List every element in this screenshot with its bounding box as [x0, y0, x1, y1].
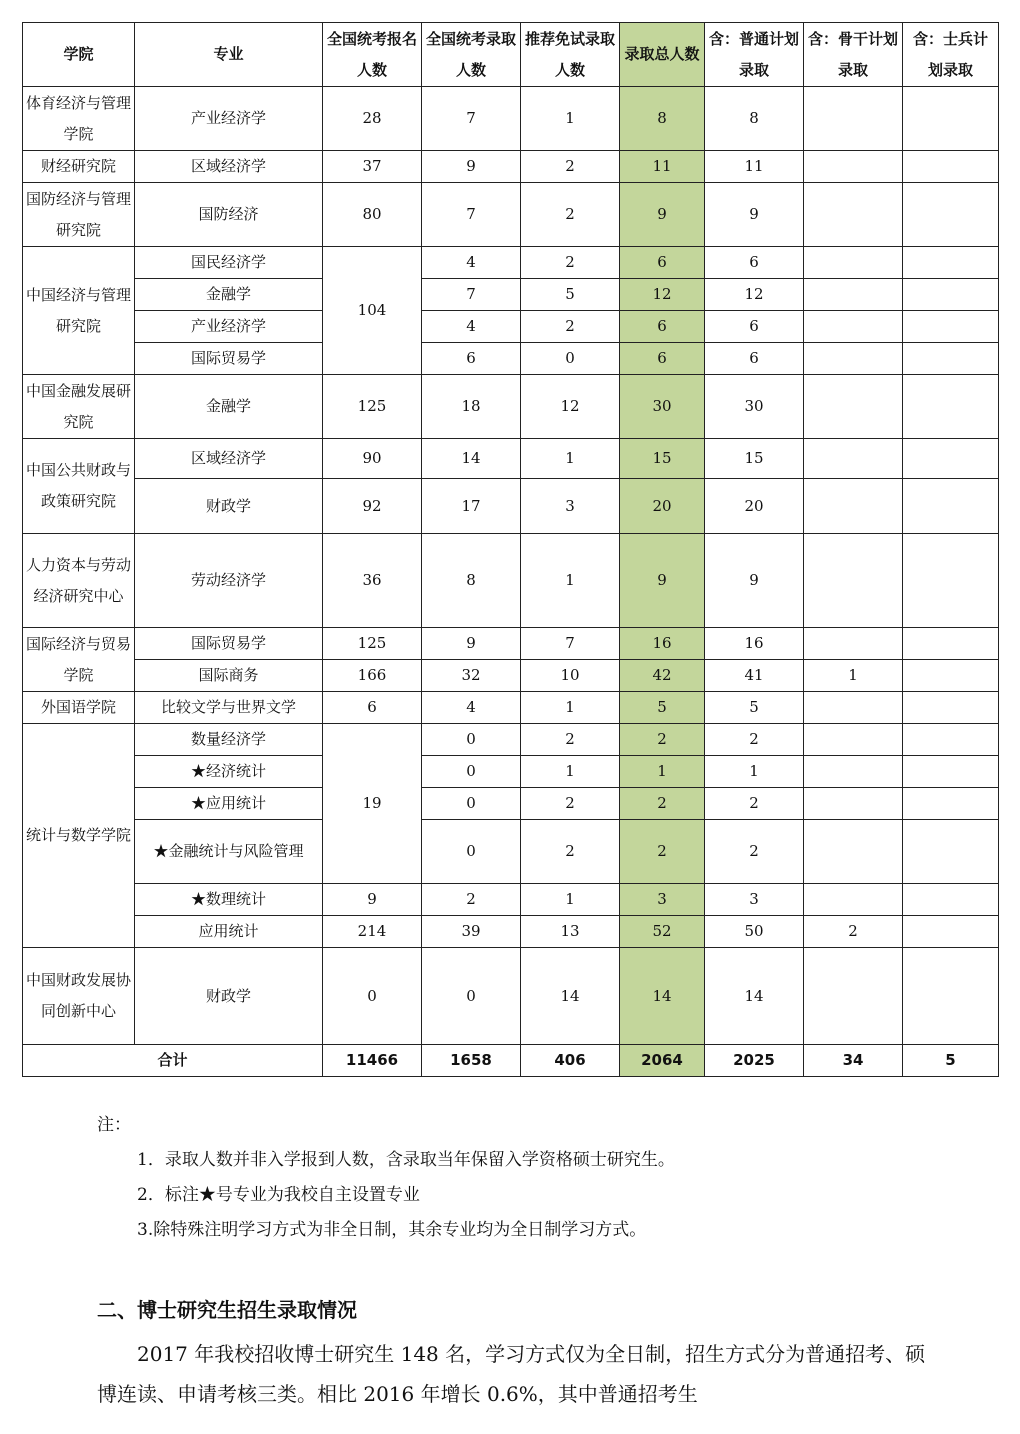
table-row: [23, 534, 999, 628]
total-cell: 15: [620, 439, 705, 479]
table-row: [23, 788, 999, 820]
table-row: [23, 660, 999, 692]
table-row: [23, 756, 999, 788]
soldier-cell: [903, 788, 999, 820]
dept-cell: 人力资本与劳动经济研究中心: [23, 534, 135, 628]
header-regular: 含：普通计划录取: [705, 23, 804, 87]
exempt-cell: 13: [521, 916, 620, 948]
regular-cell: 5: [705, 692, 804, 724]
table-row: [23, 820, 999, 884]
apply-cell: 125: [323, 628, 422, 660]
admit-cell: 2: [422, 884, 521, 916]
exempt-cell: 12: [521, 375, 620, 439]
admit-cell: 14: [422, 439, 521, 479]
total-cell: 6: [620, 247, 705, 279]
major-cell: 国际贸易学: [135, 628, 323, 660]
regular-cell: 3: [705, 884, 804, 916]
major-cell: ★数理统计: [135, 884, 323, 916]
regular-cell: 9: [705, 534, 804, 628]
major-cell: 国防经济: [135, 183, 323, 247]
soldier-cell: [903, 660, 999, 692]
apply-cell: 36: [323, 534, 422, 628]
regular-cell: 12: [705, 279, 804, 311]
admit-cell: 0: [422, 820, 521, 884]
total-cell: 42: [620, 660, 705, 692]
total-cell: 9: [620, 534, 705, 628]
dept-cell: 统计与数学学院: [23, 724, 135, 948]
section-title: 二、博士研究生招生录取情况: [97, 1298, 357, 1322]
exempt-cell: 1: [521, 439, 620, 479]
total-cell: 52: [620, 916, 705, 948]
apply-cell: 0: [323, 948, 422, 1045]
total-regular-cell: 2025: [705, 1045, 804, 1077]
admit-cell: 9: [422, 628, 521, 660]
major-cell: 财政学: [135, 479, 323, 534]
major-cell: 区域经济学: [135, 439, 323, 479]
major-cell: ★经济统计: [135, 756, 323, 788]
exempt-cell: 1: [521, 534, 620, 628]
apply-cell: 125: [323, 375, 422, 439]
apply-cell: 214: [323, 916, 422, 948]
total-exempt-cell: 406: [521, 1045, 620, 1077]
dept-cell: 国防经济与管理研究院: [23, 183, 135, 247]
exempt-cell: 0: [521, 343, 620, 375]
admit-cell: 4: [422, 692, 521, 724]
apply-cell: 9: [323, 884, 422, 916]
regular-cell: 11: [705, 151, 804, 183]
regular-cell: 8: [705, 87, 804, 151]
backbone-cell: [804, 948, 903, 1045]
exempt-cell: 2: [521, 820, 620, 884]
admit-cell: 7: [422, 279, 521, 311]
header-row: [23, 23, 999, 87]
soldier-cell: [903, 375, 999, 439]
apply-cell: 166: [323, 660, 422, 692]
total-cell: 30: [620, 375, 705, 439]
exempt-cell: 2: [521, 247, 620, 279]
header-apply: 全国统考报名人数: [323, 23, 422, 87]
regular-cell: 16: [705, 628, 804, 660]
admit-cell: 0: [422, 756, 521, 788]
major-cell: 产业经济学: [135, 87, 323, 151]
major-cell: 区域经济学: [135, 151, 323, 183]
admit-cell: 0: [422, 948, 521, 1045]
exempt-cell: 1: [521, 87, 620, 151]
admit-cell: 8: [422, 534, 521, 628]
soldier-cell: [903, 916, 999, 948]
soldier-cell: [903, 628, 999, 660]
major-cell: ★金融统计与风险管理: [135, 820, 323, 884]
admit-cell: 9: [422, 151, 521, 183]
total-label: 合计: [23, 1045, 323, 1077]
admissions-table: [22, 22, 999, 1077]
table-row: [23, 479, 999, 534]
apply-cell: 80: [323, 183, 422, 247]
soldier-cell: [903, 151, 999, 183]
major-cell: 比较文学与世界文学: [135, 692, 323, 724]
backbone-cell: [804, 820, 903, 884]
admit-cell: 0: [422, 788, 521, 820]
exempt-cell: 7: [521, 628, 620, 660]
regular-cell: 30: [705, 375, 804, 439]
table-row: [23, 375, 999, 439]
note-item: 2．标注★号专业为我校自主设置专业: [137, 1185, 420, 1205]
section-paragraph: 2017 年我校招收博士研究生 148 名，学习方式仅为全日制，招生方式分为普通招考、硕博连读、申请考核三类。相比 2016 年增长 0.6%，其中普通招考生: [97, 1342, 926, 1406]
backbone-cell: 2: [804, 916, 903, 948]
exempt-cell: 14: [521, 948, 620, 1045]
header-major: 专业: [135, 23, 323, 87]
apply-cell: 19: [323, 724, 422, 884]
backbone-cell: [804, 343, 903, 375]
apply-cell: 37: [323, 151, 422, 183]
admit-cell: 6: [422, 343, 521, 375]
apply-cell: 6: [323, 692, 422, 724]
soldier-cell: [903, 756, 999, 788]
backbone-cell: [804, 724, 903, 756]
soldier-cell: [903, 247, 999, 279]
backbone-cell: 1: [804, 660, 903, 692]
dept-cell: 体育经济与管理学院: [23, 87, 135, 151]
table-row: [23, 279, 999, 311]
admit-cell: 17: [422, 479, 521, 534]
total-cell: 1: [620, 756, 705, 788]
header-exempt: 推荐免试录取人数: [521, 23, 620, 87]
admit-cell: 32: [422, 660, 521, 692]
backbone-cell: [804, 628, 903, 660]
soldier-cell: [903, 479, 999, 534]
soldier-cell: [903, 439, 999, 479]
exempt-cell: 1: [521, 756, 620, 788]
apply-cell: 104: [323, 247, 422, 375]
table-row: [23, 151, 999, 183]
regular-cell: 1: [705, 756, 804, 788]
soldier-cell: [903, 534, 999, 628]
table-row: [23, 183, 999, 247]
major-cell: ★应用统计: [135, 788, 323, 820]
exempt-cell: 3: [521, 479, 620, 534]
soldier-cell: [903, 311, 999, 343]
admit-cell: 4: [422, 247, 521, 279]
total-cell: 9: [620, 183, 705, 247]
admit-cell: 7: [422, 183, 521, 247]
total-cell: 14: [620, 948, 705, 1045]
exempt-cell: 2: [521, 311, 620, 343]
regular-cell: 14: [705, 948, 804, 1045]
admit-cell: 18: [422, 375, 521, 439]
soldier-cell: [903, 724, 999, 756]
soldier-cell: [903, 884, 999, 916]
header-admit: 全国统考录取人数: [422, 23, 521, 87]
table-row: [23, 247, 999, 279]
table-row: [23, 439, 999, 479]
note-item: 3.除特殊注明学习方式为非全日制，其余专业均为全日制学习方式。: [137, 1220, 647, 1240]
backbone-cell: [804, 439, 903, 479]
dept-cell: 财经研究院: [23, 151, 135, 183]
exempt-cell: 2: [521, 151, 620, 183]
total-cell: 2: [620, 788, 705, 820]
total-cell: 2: [620, 820, 705, 884]
backbone-cell: [804, 247, 903, 279]
backbone-cell: [804, 692, 903, 724]
apply-cell: 28: [323, 87, 422, 151]
regular-cell: 6: [705, 311, 804, 343]
total-cell: 6: [620, 343, 705, 375]
backbone-cell: [804, 87, 903, 151]
backbone-cell: [804, 534, 903, 628]
regular-cell: 15: [705, 439, 804, 479]
header-soldier: 含：士兵计划录取: [903, 23, 999, 87]
soldier-cell: [903, 87, 999, 151]
backbone-cell: [804, 311, 903, 343]
apply-cell: 90: [323, 439, 422, 479]
regular-cell: 41: [705, 660, 804, 692]
backbone-cell: [804, 375, 903, 439]
exempt-cell: 2: [521, 788, 620, 820]
admit-cell: 7: [422, 87, 521, 151]
dept-cell: 国际经济与贸易学院: [23, 628, 135, 692]
backbone-cell: [804, 279, 903, 311]
regular-cell: 2: [705, 788, 804, 820]
admit-cell: 0: [422, 724, 521, 756]
dept-cell: 外国语学院: [23, 692, 135, 724]
exempt-cell: 2: [521, 183, 620, 247]
total-row: [23, 1045, 999, 1077]
total-cell: 3: [620, 884, 705, 916]
total-cell: 6: [620, 311, 705, 343]
total-total-cell: 2064: [620, 1045, 705, 1077]
soldier-cell: [903, 343, 999, 375]
table-row: [23, 692, 999, 724]
soldier-cell: [903, 948, 999, 1045]
regular-cell: 2: [705, 820, 804, 884]
header-total: 录取总人数: [620, 23, 705, 87]
total-cell: 8: [620, 87, 705, 151]
total-backbone-cell: 34: [804, 1045, 903, 1077]
backbone-cell: [804, 183, 903, 247]
admit-cell: 4: [422, 311, 521, 343]
total-cell: 11: [620, 151, 705, 183]
major-cell: 国际贸易学: [135, 343, 323, 375]
soldier-cell: [903, 279, 999, 311]
regular-cell: 6: [705, 343, 804, 375]
major-cell: 国际商务: [135, 660, 323, 692]
major-cell: 金融学: [135, 279, 323, 311]
note-item: 1．录取人数并非入学报到人数，含录取当年保留入学资格硕士研究生。: [137, 1150, 675, 1170]
dept-cell: 中国财政发展协同创新中心: [23, 948, 135, 1045]
total-apply-cell: 11466: [323, 1045, 422, 1077]
regular-cell: 9: [705, 183, 804, 247]
table-row: [23, 311, 999, 343]
table-row: [23, 628, 999, 660]
notes-heading: 注：: [97, 1115, 131, 1135]
total-admit-cell: 1658: [422, 1045, 521, 1077]
table-row: [23, 343, 999, 375]
total-cell: 2: [620, 724, 705, 756]
soldier-cell: [903, 183, 999, 247]
backbone-cell: [804, 151, 903, 183]
dept-cell: 中国经济与管理研究院: [23, 247, 135, 375]
exempt-cell: 2: [521, 724, 620, 756]
admit-cell: 39: [422, 916, 521, 948]
header-dept: 学院: [23, 23, 135, 87]
regular-cell: 6: [705, 247, 804, 279]
total-cell: 20: [620, 479, 705, 534]
backbone-cell: [804, 479, 903, 534]
major-cell: 国民经济学: [135, 247, 323, 279]
backbone-cell: [804, 884, 903, 916]
table-row: [23, 87, 999, 151]
total-cell: 16: [620, 628, 705, 660]
table-row: [23, 948, 999, 1045]
major-cell: 财政学: [135, 948, 323, 1045]
total-cell: 12: [620, 279, 705, 311]
regular-cell: 50: [705, 916, 804, 948]
exempt-cell: 1: [521, 884, 620, 916]
major-cell: 金融学: [135, 375, 323, 439]
exempt-cell: 5: [521, 279, 620, 311]
table-row: [23, 884, 999, 916]
backbone-cell: [804, 756, 903, 788]
soldier-cell: [903, 692, 999, 724]
dept-cell: 中国公共财政与政策研究院: [23, 439, 135, 534]
total-soldier-cell: 5: [903, 1045, 999, 1077]
soldier-cell: [903, 820, 999, 884]
exempt-cell: 1: [521, 692, 620, 724]
total-cell: 5: [620, 692, 705, 724]
apply-cell: 92: [323, 479, 422, 534]
backbone-cell: [804, 788, 903, 820]
dept-cell: 中国金融发展研究院: [23, 375, 135, 439]
regular-cell: 2: [705, 724, 804, 756]
exempt-cell: 10: [521, 660, 620, 692]
table-row: [23, 916, 999, 948]
header-backbone: 含：骨干计划录取: [804, 23, 903, 87]
major-cell: 劳动经济学: [135, 534, 323, 628]
major-cell: 数量经济学: [135, 724, 323, 756]
regular-cell: 20: [705, 479, 804, 534]
table-row: [23, 724, 999, 756]
major-cell: 应用统计: [135, 916, 323, 948]
major-cell: 产业经济学: [135, 311, 323, 343]
notes: [97, 1108, 675, 1248]
